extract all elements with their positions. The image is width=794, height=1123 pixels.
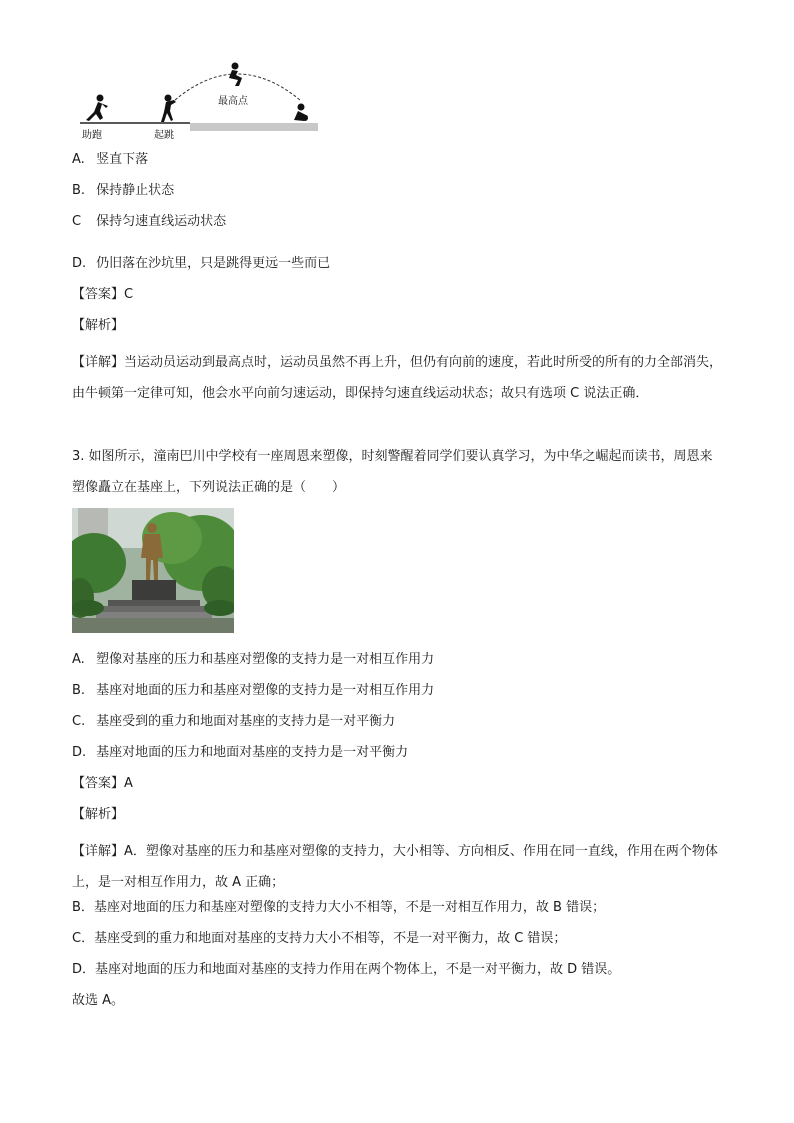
q3-option-a[interactable]	[72, 650, 434, 670]
q3-option-b[interactable]	[72, 681, 434, 701]
q2-answer	[72, 285, 133, 305]
option-letter: C.	[72, 714, 86, 729]
option-letter: B.	[72, 683, 86, 698]
option-letter: D.	[72, 256, 87, 271]
option-letter: D.	[72, 745, 87, 760]
answer-value: A	[124, 776, 133, 791]
q3-option-d[interactable]	[72, 743, 408, 763]
sand-pit	[190, 123, 318, 131]
option-letter: A.	[72, 152, 85, 167]
answer-label: 【答案】	[72, 287, 125, 302]
q3-detail-a	[72, 836, 724, 898]
q2-option-a[interactable]	[72, 150, 148, 170]
option-text: 保持匀速直线运动状态	[96, 214, 227, 229]
option-text: 基座对地面的压力和基座对塑像的支持力是一对相互作用力	[96, 683, 435, 698]
detail-label: 【详解】	[72, 844, 125, 859]
statue-photo	[72, 508, 234, 633]
option-text: 保持静止状态	[96, 183, 175, 198]
q2-detail	[72, 347, 724, 409]
detail-text: A．塑像对基座的压力和基座对塑像的支持力，大小相等、方向相反、作用在同一直线，作用在两个物体上，是一对相互作用力，故 A 正确；	[72, 844, 718, 890]
runner-figure	[86, 95, 108, 122]
option-text: 塑像对基座的压力和基座对塑像的支持力是一对相互作用力	[96, 652, 435, 667]
q3-conclusion: 故选 A。	[72, 993, 125, 1008]
q3-detail-c: C．基座受到的重力和地面对基座的支持力大小不相等，不是一对平衡力，故 C 错误；	[72, 931, 567, 946]
landing-figure	[294, 104, 308, 122]
option-text: 基座对地面的压力和地面对基座的支持力是一对平衡力	[96, 745, 409, 760]
detail-text: 当运动员运动到最高点时，运动员虽然不再上升，但仍有向前的速度，若此时所受的所有的力全部消失，由牛顿第一定律可知，他会水平向前匀速运动，即保持匀速直线运动状态；故只有选项 C 说法正确．	[72, 355, 723, 401]
q3-stem: 3. 如图所示，潼南巴川中学校有一座周恩来塑像，时刻警醒着同学们要认真学习，为中华之崛起而读书，周恩来塑像矗立在基座上，下列说法正确的是（ ）	[72, 449, 713, 495]
answer-value: C	[124, 287, 134, 302]
label-takeoff: 起跳	[154, 130, 174, 141]
q2-analysis-label: 【解析】	[72, 318, 125, 333]
detail-label: 【详解】	[72, 355, 125, 370]
q3-detail-b: B．基座对地面的压力和基座对塑像的支持力大小不相等，不是一对相互作用力，故 B 错误；	[72, 900, 606, 915]
q2-option-d[interactable]	[72, 254, 330, 274]
long-jump-diagram	[72, 60, 322, 145]
option-text: 仍旧落在沙坑里，只是跳得更远一些而已	[96, 256, 331, 271]
q3-option-c[interactable]	[72, 712, 395, 732]
option-letter: C	[72, 214, 82, 229]
statue-pedestal	[132, 580, 176, 600]
answer-label: 【答案】	[72, 776, 125, 791]
option-text: 基座受到的重力和地面对基座的支持力是一对平衡力	[96, 714, 396, 729]
takeoff-figure	[161, 95, 176, 123]
q2-option-c[interactable]	[72, 212, 226, 232]
q3-answer	[72, 774, 133, 794]
label-top-point: 最高点	[218, 96, 248, 107]
q3-analysis-label: 【解析】	[72, 807, 125, 822]
q3-detail-d: D．基座对地面的压力和地面对基座的支持力作用在两个物体上，不是一对平衡力，故 D 错误。	[72, 962, 621, 977]
label-run: 助跑	[82, 130, 102, 141]
option-text: 竖直下落	[96, 152, 149, 167]
option-letter: B.	[72, 183, 86, 198]
q2-option-b[interactable]	[72, 181, 174, 201]
option-letter: A.	[72, 652, 85, 667]
